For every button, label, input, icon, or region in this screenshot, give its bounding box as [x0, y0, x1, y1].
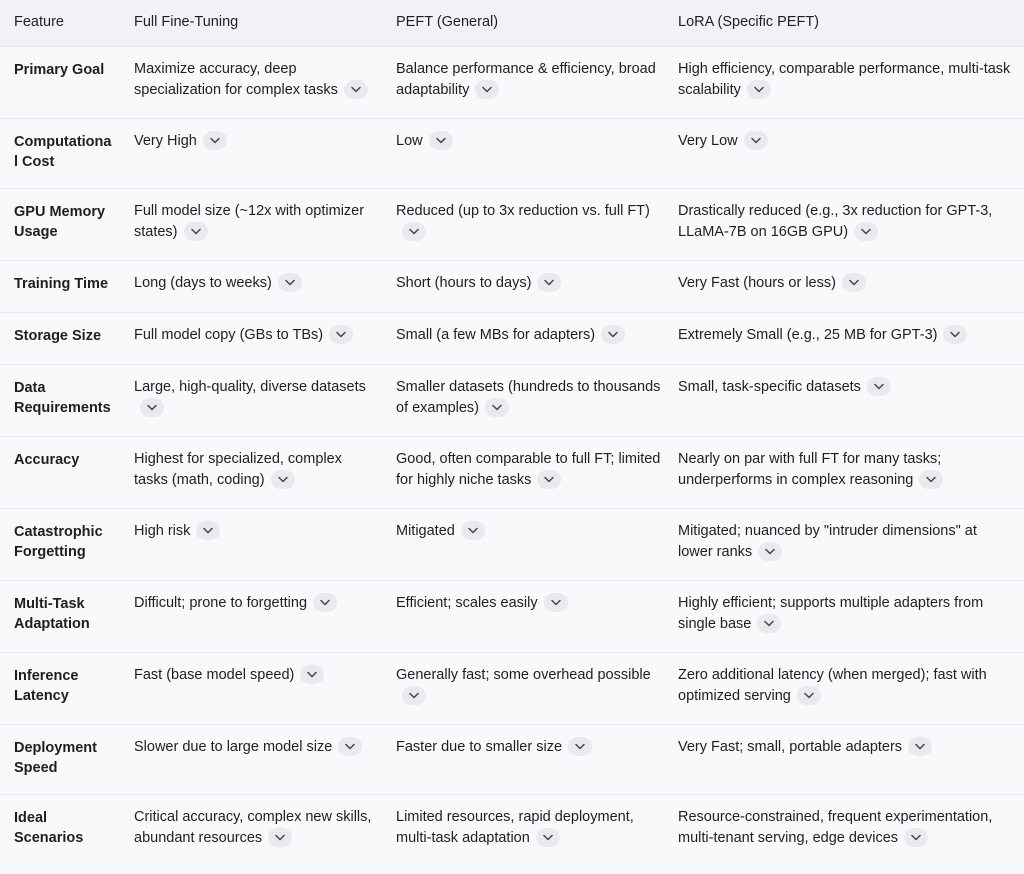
chevron-down-icon — [751, 137, 761, 144]
chevron-down-icon — [915, 743, 925, 750]
cell-full — [134, 665, 379, 686]
row-feature-label: Multi-Task Adaptation — [14, 596, 90, 632]
chevron-down-icon — [543, 834, 553, 841]
row-feature-label: Training Time — [14, 276, 109, 292]
cell-text: Generally fast; some overhead possible — [396, 667, 651, 683]
cell-text: Nearly on par with full FT for many tasks; underperforms in complex reasoning — [678, 451, 942, 488]
table-row — [0, 724, 1024, 795]
cell-text: Very Fast (hours or less) — [678, 275, 836, 291]
cell-full — [134, 449, 379, 491]
table-row — [0, 46, 1024, 119]
expand-button[interactable] — [184, 222, 208, 241]
expand-button[interactable] — [475, 80, 499, 99]
expand-button[interactable] — [854, 222, 878, 241]
cell-text: Very Low — [678, 133, 738, 149]
cell-lora — [678, 377, 1014, 398]
chevron-down-icon — [409, 692, 419, 699]
expand-button[interactable] — [544, 593, 568, 612]
chevron-down-icon — [608, 331, 618, 338]
row-feature-label: Computationa l Cost — [14, 134, 112, 170]
chevron-down-icon — [275, 834, 285, 841]
cell-peft — [396, 807, 661, 849]
chevron-down-icon — [551, 599, 561, 606]
cell-full — [134, 131, 379, 152]
expand-button[interactable] — [461, 521, 485, 540]
expand-button[interactable] — [601, 325, 625, 344]
expand-button[interactable] — [537, 273, 561, 292]
expand-button[interactable] — [908, 737, 932, 756]
cell-text: Small, task-specific datasets — [678, 379, 861, 395]
expand-button[interactable] — [537, 470, 561, 489]
expand-button[interactable] — [278, 273, 302, 292]
cell-full — [134, 377, 379, 419]
cell-text: Resource-constrained, frequent experimentation, multi-tenant serving, edge devices — [678, 809, 993, 846]
row-feature-label: Accuracy — [14, 452, 80, 468]
chevron-down-icon — [765, 548, 775, 555]
cell-text: Extremely Small (e.g., 25 MB for GPT-3) — [678, 327, 938, 343]
chevron-down-icon — [575, 743, 585, 750]
chevron-down-icon — [861, 228, 871, 235]
header-full-fine-tuning: Full Fine-Tuning — [134, 14, 239, 30]
header-peft: PEFT (General) — [396, 14, 499, 30]
cell-full — [134, 593, 379, 614]
chevron-down-icon — [804, 692, 814, 699]
cell-text: Small (a few MBs for adapters) — [396, 327, 596, 343]
chevron-down-icon — [544, 476, 554, 483]
expand-button[interactable] — [338, 737, 362, 756]
chevron-down-icon — [345, 743, 355, 750]
table-row — [0, 508, 1024, 581]
cell-text: Good, often comparable to full FT; limited for highly niche tasks — [396, 451, 661, 488]
expand-button[interactable] — [747, 80, 771, 99]
cell-text: Reduced (up to 3x reduction vs. full FT) — [396, 203, 650, 219]
chevron-down-icon — [278, 476, 288, 483]
cell-text: Highly efficient; supports multiple adapters from single base — [678, 595, 984, 632]
chevron-down-icon — [482, 86, 492, 93]
table-row — [0, 118, 1024, 189]
chevron-down-icon — [210, 137, 220, 144]
chevron-down-icon — [147, 404, 157, 411]
cell-full — [134, 59, 379, 101]
cell-text: Limited resources, rapid deployment, multi-task adaptation — [396, 809, 634, 846]
chevron-down-icon — [849, 279, 859, 286]
cell-lora — [678, 593, 1014, 635]
expand-button[interactable] — [344, 80, 368, 99]
table-row — [0, 188, 1024, 261]
cell-text: Short (hours to days) — [396, 275, 532, 291]
chevron-down-icon — [203, 527, 213, 534]
chevron-down-icon — [492, 404, 502, 411]
expand-button[interactable] — [867, 377, 891, 396]
expand-button[interactable] — [919, 470, 943, 489]
cell-lora — [678, 521, 1014, 563]
cell-peft — [396, 273, 661, 294]
row-feature-label: Ideal Scenarios — [14, 810, 84, 846]
cell-text: Mitigated; nuanced by "intruder dimensions" at lower ranks — [678, 523, 977, 560]
cell-text: Highest for specialized, complex tasks (math, coding) — [134, 451, 342, 488]
chevron-down-icon — [911, 834, 921, 841]
cell-full — [134, 737, 379, 758]
cell-text: Very Fast; small, portable adapters — [678, 739, 903, 755]
expand-button[interactable] — [196, 521, 220, 540]
expand-button[interactable] — [904, 828, 928, 847]
chevron-down-icon — [468, 527, 478, 534]
cell-peft — [396, 737, 661, 758]
expand-button[interactable] — [271, 470, 295, 489]
chevron-down-icon — [336, 331, 346, 338]
chevron-down-icon — [191, 228, 201, 235]
cell-text: High efficiency, comparable performance, multi-task scalability — [678, 61, 1011, 98]
cell-lora — [678, 807, 1014, 849]
table-row — [0, 260, 1024, 313]
chevron-down-icon — [764, 620, 774, 627]
chevron-down-icon — [926, 476, 936, 483]
cell-text: Maximize accuracy, deep specialization for complex tasks — [134, 61, 338, 98]
cell-text: High risk — [134, 523, 191, 539]
cell-text: Full model size (~12x with optimizer states) — [134, 203, 365, 240]
cell-full — [134, 325, 379, 346]
header-lora: LoRA (Specific PEFT) — [678, 14, 820, 30]
expand-button[interactable] — [402, 222, 426, 241]
expand-button[interactable] — [797, 686, 821, 705]
chevron-down-icon — [307, 671, 317, 678]
chevron-down-icon — [285, 279, 295, 286]
cell-lora — [678, 59, 1014, 101]
chevron-down-icon — [320, 599, 330, 606]
cell-lora — [678, 449, 1014, 491]
expand-button[interactable] — [203, 131, 227, 150]
expand-button[interactable] — [485, 398, 509, 417]
cell-text: Drastically reduced (e.g., 3x reduction for GPT-3, LLaMA-7B on 16GB GPU) — [678, 203, 993, 240]
cell-full — [134, 201, 379, 243]
row-feature-label: Deployment Speed — [14, 740, 97, 776]
chevron-down-icon — [409, 228, 419, 235]
cell-peft — [396, 131, 661, 152]
expand-button[interactable] — [536, 828, 560, 847]
cell-peft — [396, 665, 661, 707]
expand-button[interactable] — [744, 131, 768, 150]
table-row — [0, 652, 1024, 725]
row-feature-label: Inference Latency — [14, 668, 79, 704]
chevron-down-icon — [754, 86, 764, 93]
cell-peft — [396, 377, 661, 419]
cell-text: Slower due to large model size — [134, 739, 333, 755]
cell-text: Mitigated — [396, 523, 455, 539]
chevron-down-icon — [874, 383, 884, 390]
cell-lora — [678, 325, 1014, 346]
table-row — [0, 364, 1024, 437]
row-feature-label: Primary Goal — [14, 62, 105, 78]
expand-button[interactable] — [943, 325, 967, 344]
header-feature: Feature — [14, 14, 64, 30]
expand-button[interactable] — [757, 614, 781, 633]
cell-lora — [678, 737, 1014, 758]
table-row — [0, 436, 1024, 509]
expand-button[interactable] — [140, 398, 164, 417]
cell-text: Long (days to weeks) — [134, 275, 272, 291]
chevron-down-icon — [351, 86, 361, 93]
cell-text: Efficient; scales easily — [396, 595, 538, 611]
cell-text: Fast (base model speed) — [134, 667, 295, 683]
expand-button[interactable] — [758, 542, 782, 561]
cell-text: Full model copy (GBs to TBs) — [134, 327, 324, 343]
expand-button[interactable] — [842, 273, 866, 292]
cell-peft — [396, 59, 661, 101]
cell-text: Low — [396, 133, 423, 149]
cell-full — [134, 807, 379, 849]
cell-text: Zero additional latency (when merged); fast with optimized serving — [678, 667, 987, 704]
table-row — [0, 312, 1024, 365]
row-feature-label: Catastrophic Forgetting — [14, 524, 103, 560]
cell-text: Very High — [134, 133, 197, 149]
cell-full — [134, 273, 379, 294]
row-feature-label: Data Requirements — [14, 380, 111, 416]
chevron-down-icon — [950, 331, 960, 338]
cell-text: Faster due to smaller size — [396, 739, 563, 755]
cell-peft — [396, 521, 661, 542]
row-feature-label: GPU Memory Usage — [14, 204, 106, 240]
cell-text: Difficult; prone to forgetting — [134, 595, 308, 611]
cell-peft — [396, 593, 661, 614]
expand-button[interactable] — [329, 325, 353, 344]
expand-button[interactable] — [568, 737, 592, 756]
cell-text: Smaller datasets (hundreds to thousands of examples) — [396, 379, 661, 416]
table-row — [0, 794, 1024, 866]
expand-button[interactable] — [313, 593, 337, 612]
chevron-down-icon — [544, 279, 554, 286]
cell-text: Critical accuracy, complex new skills, abundant resources — [134, 809, 372, 846]
table-header — [0, 0, 1024, 47]
cell-lora — [678, 131, 1014, 152]
expand-button[interactable] — [300, 665, 324, 684]
cell-peft — [396, 449, 661, 491]
expand-button[interactable] — [429, 131, 453, 150]
table-row — [0, 580, 1024, 653]
chevron-down-icon — [436, 137, 446, 144]
cell-peft — [396, 325, 661, 346]
expand-button[interactable] — [402, 686, 426, 705]
expand-button[interactable] — [268, 828, 292, 847]
cell-peft — [396, 201, 661, 243]
cell-full — [134, 521, 379, 542]
cell-text: Large, high-quality, diverse datasets — [134, 379, 366, 395]
cell-text: Balance performance & efficiency, broad adaptability — [396, 61, 656, 98]
cell-lora — [678, 665, 1014, 707]
row-feature-label: Storage Size — [14, 328, 102, 344]
cell-lora — [678, 201, 1014, 243]
cell-lora — [678, 273, 1014, 294]
